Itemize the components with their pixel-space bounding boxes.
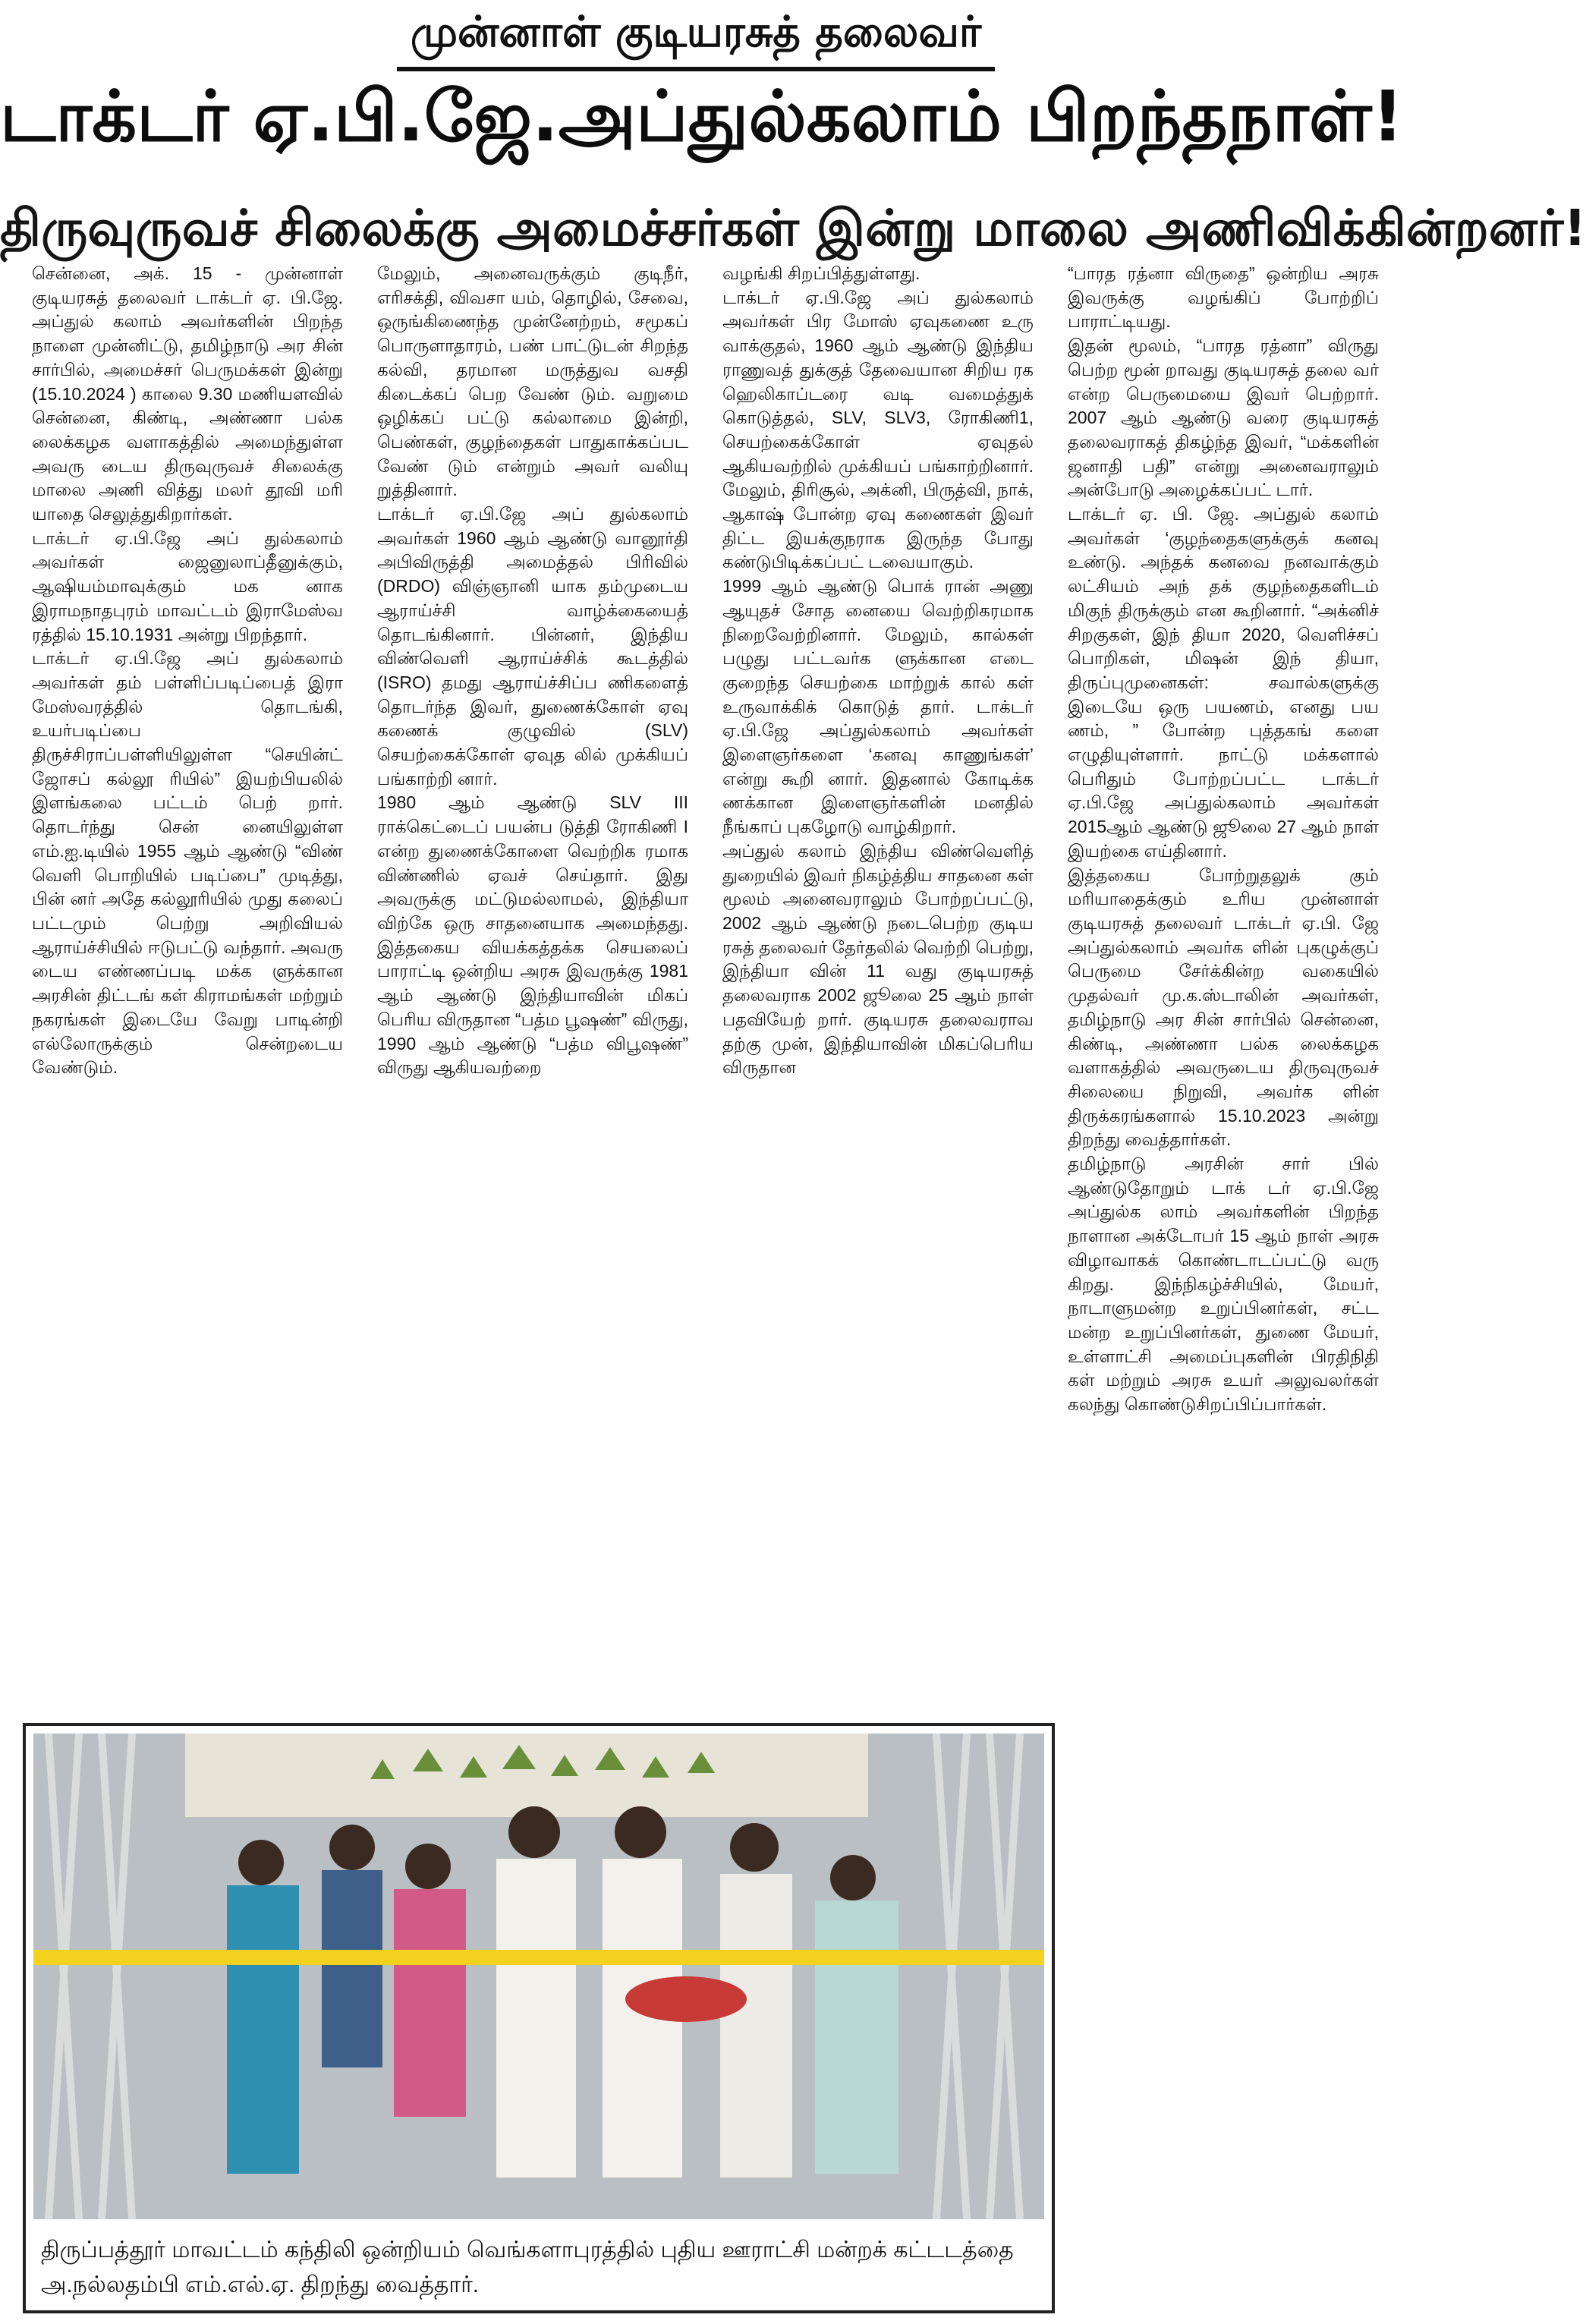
ribbon-cutting-photo [33, 1734, 1044, 2219]
paragraph: டாக்டர் ஏ. பி. ஜே. அப்துல் கலாம் அவர்கள் ‘குழந்தைகளுக்குக் கனவு உண்டு. அந்தக் கனவை நனவாக்கும் லட்சியம் அந் தக் குழந்தைகளிடம் மிகுந் திருக்கும் என கூறினார். “அக்னிச் சிறகுகள், இந் தியா 2020, வெளிச்சப் பொறிகள், மிஷன் இந் தியா, திருப்புமுனைகள்: சவால்களுக்கு இடையே ஒரு பயணம், எனது பய ணம், ” போன்ற புத்தகங் களை எழுதியுள்ளார். நாட்டு மக்களால் பெரிதும் போற்றப்பட்ட டாக்டர் ஏ.பி.ஜே அப்துல்கலாம் அவர்கள் 2015ஆம் ஆண்டு ஜூலை 27 ஆம் நாள் இயற்கை எய்தினார். [1068, 504, 1379, 861]
photo-caption: திருப்பத்தூர் மாவட்டம் கந்திலி ஒன்றியம் வெங்களாபுரத்தில் புதிய ஊராட்சி மன்றக் கட்டடத்தை அ.நல்லதம்பி எம்.எல்.ஏ. திறந்து வைத்தார். [41, 2237, 1014, 2297]
paragraph: டாக்டர் ஏ.பி.ஜே அப் துல்கலாம் அவர்கள் தம் பள்ளிப்படிப்பைத் இரா மேஸ்வரத்தில் தொடங்கி, உயர்படிப்பை திருச்சிராப்பள்ளியிலுள்ள “செயின்ட் ஜோசப் கல்லூ ரியில்” இயற்பியலில் இளங்கலை பட்டம் பெற் றார். தொடர்ந்து சென் னையிலுள்ள எம்.ஐ.டியில் 1955 ஆம் ஆண்டு “விண் வெளி பொறியில் படிப்பை” முடித்து, பின் னர் அதே கல்லூரியில் முது கலைப் பட்டமும் பெற்று அறிவியல் ஆராய்ச்சியில் ஈடுபட்டு வந்தார். அவரு டைய எண்ணப்படி மக்க ளுக்கான அரசின் திட்டங் கள் கிராமங்கள் மற்றும் நகரங்கள் இடையே வேறு பாடின்றி எல்லோருக்கும் சென்றடைய வேண்டும். [32, 648, 343, 1078]
article-column-3 [722, 262, 1034, 1712]
kicker-heading [0, 8, 1392, 71]
paragraph: டாக்டர் ஏ.பி.ஜே அப் துல்கலாம் அவர்கள் ஜைனுலாப்தீனுக்கும், ஆஷியம்மாவுக்கும் மக னாக இராமநாதபுரம் மாவட்டம் இராமேஸ்வ ரத்தில் 15.10.1931 அன்று பிறந்தார். [32, 527, 343, 644]
kicker-text: முன்னாள் குடியரசுத் தலைவர் [397, 8, 995, 71]
article-column-1 [32, 262, 343, 1712]
paragraph: மேலும், அனைவருக்கும் குடிநீர், எரிசக்தி, விவசா யம், தொழில், சேவை, ஒருங்கிணைந்த முன்னேற்றம், சமூகப் பொருளாதாரம், பண் பாட்டுடன் சிறந்த கல்வி, தரமான மருத்துவ வசதி கிடைக்கப் பெற வேண் டும். வறுமை ஒழிக்கப் பட்டு கல்லாமை இன்றி, பெண்கள், குழந்தைகள் பாதுகாக்கப்பட வேண் டும் என்றும் அவர் வலியு றுத்தினார். [377, 263, 688, 500]
paragraph: “பாரத ரத்னா விருதை” ஒன்றிய அரசு இவருக்கு வழங்கிப் போற்றிப் பாராட்டியது. [1068, 263, 1379, 332]
paragraph: 1980 ஆம் ஆண்டு SLV III ராக்கெட்டைப் பயன்ப டுத்தி ரோகிணி I என்ற துணைக்கோளை வெற்றிக ரமாக விண்ணில் ஏவச் செய்தார். இது அவருக்கு மட்டுமல்லாமல், இந்தியா விற்கே ஒரு சாதனையாக அமைந்தது. இத்தகைய வியக்கத்தக்க செயலைப் பாராட்டி ஒன்றிய அரசு இவருக்கு 1981 ஆம் ஆண்டு இந்தியாவின் மிகப் பெரிய விருதான “பத்ம பூஷண்” விருது, 1990 ஆம் ஆண்டு “பத்ம விபூஷண்” விருது ஆகியவற்றை [377, 792, 688, 1078]
photo-illustration [33, 1734, 1044, 2219]
paragraph: வழங்கி சிறப்பித்துள்ளது. [722, 263, 920, 283]
paragraph: சென்னை, அக். 15 - முன்னாள் குடியரசுத் தலைவர் டாக்டர் ஏ. பி.ஜே. அப்துல் கலாம் அவர்களின் பிறந்த நாளை முன்னிட்டு, தமிழ்நாடு அர சின் சார்பில், அமைச்சர் பெருமக்கள் இன்று (15.10.2024 ) காலை 9.30 மணியளவில் சென்னை, கிண்டி, அண்ணா பல்க லைக்கழக வளாகத்தில் அமைந்துள்ள அவரு டைய திருவுருவச் சிலைக்கு மாலை அணி வித்து மலர் தூவி மரி யாதை செலுத்துகிறார்கள். [32, 263, 343, 524]
paragraph: டாக்டர் ஏ.பி.ஜே அப் துல்கலாம் அவர்கள் 1960 ஆம் ஆண்டு வானூர்தி அபிவிருத்தி அமைத்தல் பிரிவில் (DRDO) விஞ்ஞானி யாக தம்முடைய ஆராய்ச்சி வாழ்க்கையைத் தொடங்கினார். பின்னர், இந்திய விண்வெளி ஆராய்ச்சிக் கூடத்தில் (ISRO) தமது ஆராய்ச்சிப்ப ணிகளைத் தொடர்ந்த இவர், துணைக்கோள் ஏவு கணைக் குழுவில் (SLV) செயற்கைக்கோள் ஏவுத லில் முக்கியப் பங்காற்றி னார். [377, 504, 688, 789]
subheadline: திருவுருவச் சிலைக்கு அமைச்சர்கள் இன்று மாலை அணிவிக்கின்றனர்! [0, 199, 1586, 257]
paragraph: அப்துல் கலாம் இந்திய விண்வெளித் துறையில் இவர் நிகழ்த்திய சாதனை கள் மூலம் அனைவராலும் போற்றப்பட்டு, 2002 ஆம் ஆண்டு நடைபெற்ற குடிய ரசுத் தலைவர் தேர்தலில் வெற்றி பெற்று, இந்தியா வின் 11 வது குடியரசுத் தலைவராக 2002 ஜூலை 25 ஆம் நாள் பதவியேற் றார். குடியரசு தலைவராவ தற்கு முன், இந்தியாவின் மிகப்பெரிய விருதான [722, 840, 1034, 1078]
paragraph: தமிழ்நாடு அரசின் சார் பில் ஆண்டுதோறும் டாக் டர் ஏ.பி.ஜே அப்துல்க லாம் அவர்களின் பிறந்த நாளான அக்டோபர் 15 ஆம் நாள் அரசு விழாவாகக் கொண்டாடப்பட்டு வரு கிறது. இந்நிகழ்ச்சியில், மேயர், நாடாளுமன்ற உறுப்பினர்கள், சட்ட மன்ற உறுப்பினர்கள், துணை மேயர், உள்ளாட்சி அமைப்புகளின் பிரதிநிதி கள் மற்றும் அரசு உயர் அலுவலர்கள் கலந்து கொண்டுசிறப்பிப்பார்கள். [1068, 1154, 1379, 1415]
article-column-4 [1068, 262, 1379, 2311]
paragraph: டாக்டர் ஏ.பி.ஜே அப் துல்கலாம் அவர்கள் பிர மோஸ் ஏவுகணை உரு வாக்குதல், 1960 ஆம் ஆண்டு இந்திய ராணுவத் துக்குத் தேவையான சிறிய ரக ஹெலிகாப்டரை வடி வமைத்துக் கொடுத்தல், SLV, SLV3, ரோகிணி1, செயற்கைக்கோள் ஏவுதல் ஆகியவற்றில் முக்கியப் பங்காற்றினார். மேலும், திரிசூல், அக்னி, பிருத்வி, நாக், ஆகாஷ் போன்ற ஏவு கணைகள் இவர் திட்ட இயக்குநராக இருந்த போது கண்டுபிடிக்கப்பட் டவையாகும். [722, 287, 1034, 572]
paragraph: 1999 ஆம் ஆண்டு பொக் ரான் அணு ஆயுதச் சோத னையை வெற்றிகரமாக நிறைவேற்றினார். மேலும், கால்கள் பழுது பட்டவர்க ளுக்கான எடை குறைந்த செயற்கை மாற்றுக் கால் கள் உருவாக்கிக் கொடுத் தார். டாக்டர் ஏ.பி.ஜே அப்துல்கலாம் அவர்கள் இளைஞர்களை ‘கனவு காணுங்கள்’ என்று கூறி னார். இதனால் கோடிக்க ணக்கான இளைஞர்களின் மனதில் நீங்காப் புகழோடு வாழ்கிறார். [722, 576, 1034, 837]
article-column-2 [377, 262, 688, 1712]
paragraph: இத்தகைய போற்றுதலுக் கும் மரியாதைக்கும் உரிய முன்னாள் குடியரசுத் தலைவர் டாக்டர் ஏ.பி. ஜே அப்துல்கலாம் அவர்க ளின் புகழுக்குப் பெருமை சேர்க்கின்ற வகையில் முதல்வர் மு.க.ஸ்டாலின் அவர்கள், தமிழ்நாடு அர சின் சார்பில் சென்னை, கிண்டி, அண்ணா பல்க லைக்கழக வளாகத்தில் அவருடைய திருவுருவச் சிலையை நிறுவி, அவர்க ளின் திருக்கரங்களால் 15.10.2023 அன்று திறந்து வைத்தார்கள். [1068, 864, 1379, 1150]
main-headline: டாக்டர் ஏ.பி.ஜே.அப்துல்கலாம் பிறந்தநாள்! [0, 76, 1404, 157]
photo-box [23, 1723, 1055, 2313]
paragraph: இதன் மூலம், “பாரத ரத்னா” விருது பெற்ற மூன் றாவது குடியரசுத் தலை வர் என்ற பெருமையை இவர் பெற்றார். 2007 ஆம் ஆண்டு வரை குடியரசுத் தலைவராகத் திகழ்ந்த இவர், “மக்களின் ஜனாதி பதி” என்று அனைவராலும் அன்போடு அழைக்கப்பட் டார். [1068, 335, 1379, 500]
